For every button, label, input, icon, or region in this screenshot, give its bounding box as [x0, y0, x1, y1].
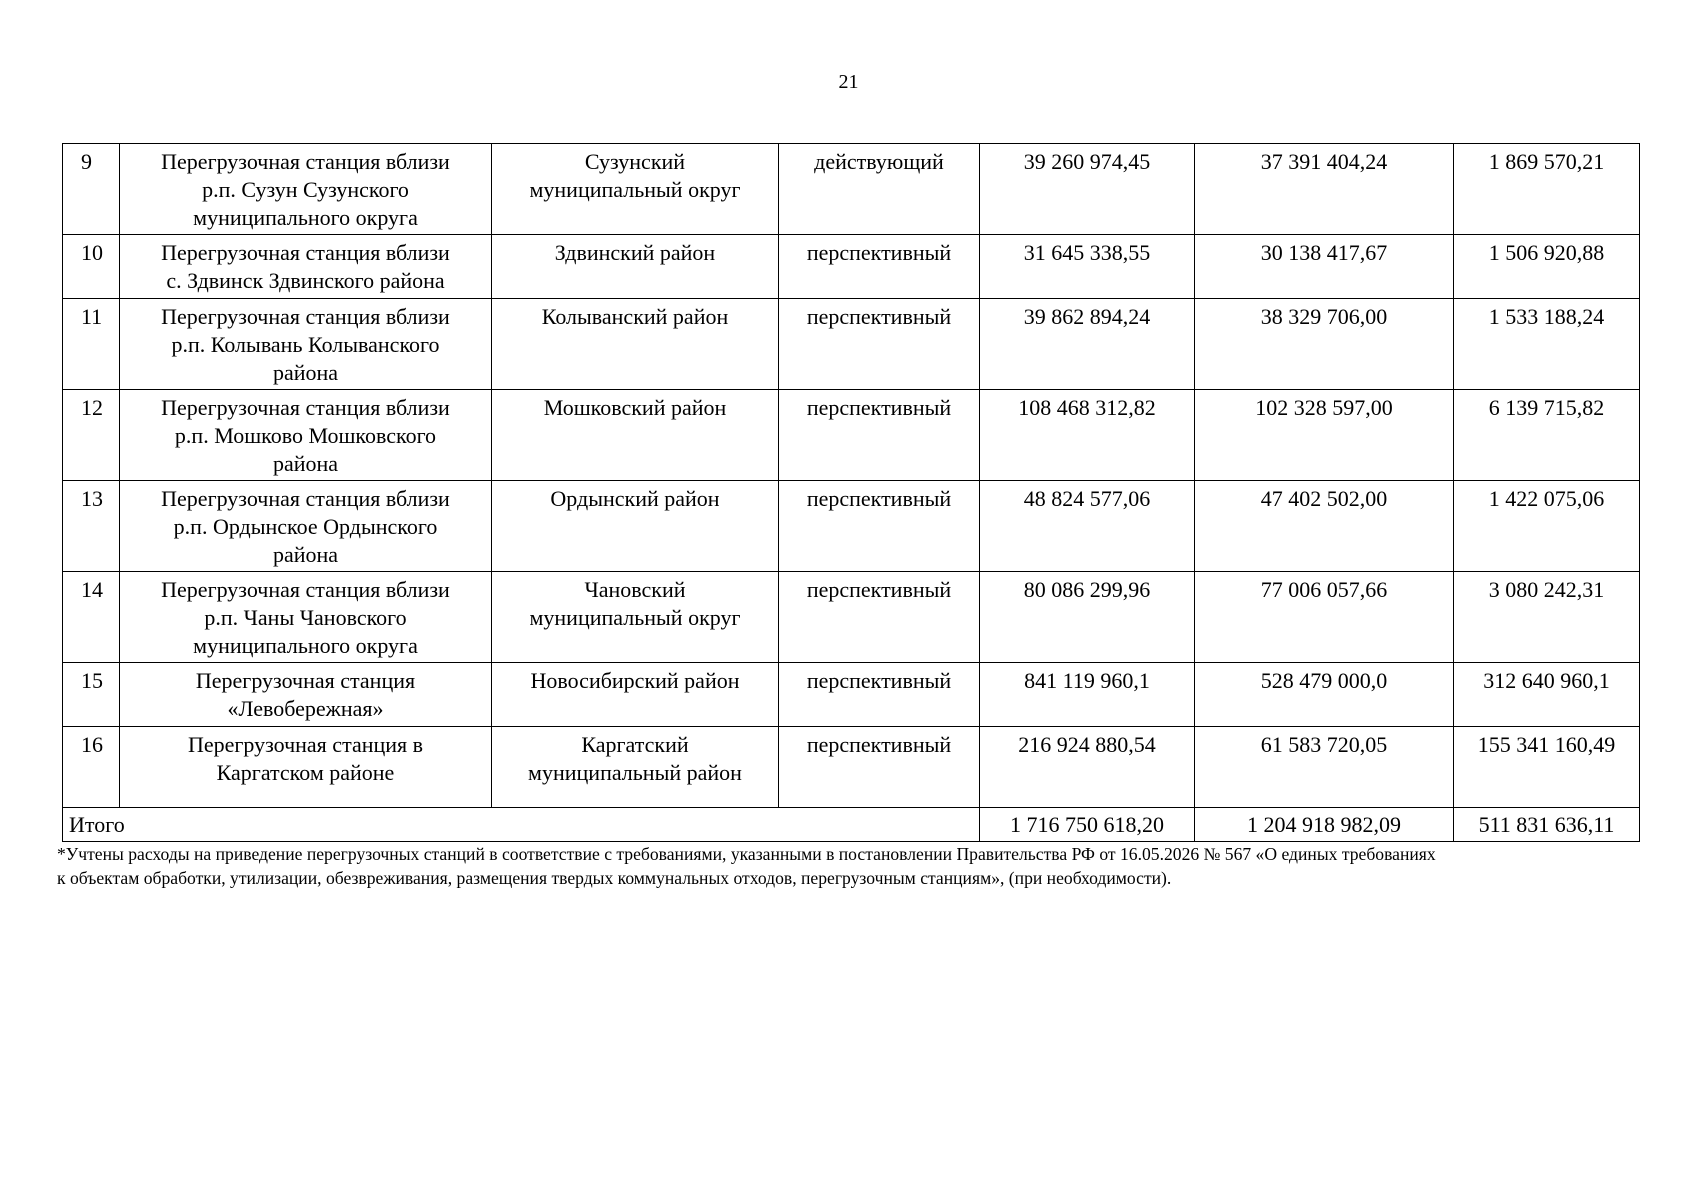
- cost-column-3: 1 422 075,06: [1454, 481, 1640, 572]
- row-number: 13: [63, 481, 120, 572]
- row-number: 9: [63, 144, 120, 235]
- total-cost: 31 645 338,55: [980, 235, 1195, 299]
- cost-column-3: 1 506 920,88: [1454, 235, 1640, 299]
- footnote-line: *Учтены расходы на приведение перегрузочных станций в соответствие с требованиями, указанными в постановлении Правительства РФ от 16.05.2026 № 567 «О единых требованиях: [57, 844, 1436, 864]
- station-status: действующий: [779, 144, 980, 235]
- station-status: перспективный: [779, 390, 980, 481]
- row-number: 16: [63, 727, 120, 808]
- station-name: Перегрузочная станция в Каргатском районе: [120, 727, 492, 808]
- station-status: перспективный: [779, 235, 980, 299]
- table-row: [63, 299, 1640, 390]
- station-name: Перегрузочная станция «Левобережная»: [120, 663, 492, 727]
- total-cost: 108 468 312,82: [980, 390, 1195, 481]
- totals-row: [63, 808, 1640, 842]
- row-number: 11: [63, 299, 120, 390]
- total-cost: 39 862 894,24: [980, 299, 1195, 390]
- district-name: Сузунский муниципальный округ: [492, 144, 779, 235]
- table-row: [63, 144, 1640, 235]
- table-row: [63, 235, 1640, 299]
- total-cost: 48 824 577,06: [980, 481, 1195, 572]
- cost-column-3: 1 533 188,24: [1454, 299, 1640, 390]
- cost-column-2: 102 328 597,00: [1195, 390, 1454, 481]
- cost-column-3: 1 869 570,21: [1454, 144, 1640, 235]
- cost-column-2: 37 391 404,24: [1195, 144, 1454, 235]
- totals-cost-column-2: 1 204 918 982,09: [1195, 808, 1454, 842]
- cost-column-2: 528 479 000,0: [1195, 663, 1454, 727]
- cost-column-3: 312 640 960,1: [1454, 663, 1640, 727]
- total-cost: 39 260 974,45: [980, 144, 1195, 235]
- cost-column-2: 61 583 720,05: [1195, 727, 1454, 808]
- cost-column-3: 3 080 242,31: [1454, 572, 1640, 663]
- cost-column-2: 38 329 706,00: [1195, 299, 1454, 390]
- table-row: [63, 727, 1640, 808]
- row-number: 15: [63, 663, 120, 727]
- district-name: Здвинский район: [492, 235, 779, 299]
- station-status: перспективный: [779, 727, 980, 808]
- cost-column-2: 30 138 417,67: [1195, 235, 1454, 299]
- table-row: [63, 390, 1640, 481]
- footnote: [57, 842, 1657, 890]
- district-name: Чановский муниципальный округ: [492, 572, 779, 663]
- station-status: перспективный: [779, 299, 980, 390]
- cost-column-3: 155 341 160,49: [1454, 727, 1640, 808]
- row-number: 14: [63, 572, 120, 663]
- totals-label: Итого: [63, 808, 980, 842]
- table-row: [63, 481, 1640, 572]
- station-status: перспективный: [779, 481, 980, 572]
- district-name: Колыванский район: [492, 299, 779, 390]
- cost-column-2: 77 006 057,66: [1195, 572, 1454, 663]
- row-number: 10: [63, 235, 120, 299]
- stations-cost-table: [62, 143, 1640, 842]
- total-cost: 841 119 960,1: [980, 663, 1195, 727]
- station-name: Перегрузочная станция вблизи р.п. Ордынское Ордынского района: [120, 481, 492, 572]
- station-name: Перегрузочная станция вблизи с. Здвинск Здвинского района: [120, 235, 492, 299]
- station-name: Перегрузочная станция вблизи р.п. Колывань Колыванского района: [120, 299, 492, 390]
- row-number: 12: [63, 390, 120, 481]
- table-row: [63, 663, 1640, 727]
- cost-column-2: 47 402 502,00: [1195, 481, 1454, 572]
- station-status: перспективный: [779, 663, 980, 727]
- district-name: Мошковский район: [492, 390, 779, 481]
- page-number: 21: [838, 71, 859, 93]
- district-name: Каргатский муниципальный район: [492, 727, 779, 808]
- station-name: Перегрузочная станция вблизи р.п. Чаны Чановского муниципального округа: [120, 572, 492, 663]
- cost-column-3: 6 139 715,82: [1454, 390, 1640, 481]
- totals-total-cost: 1 716 750 618,20: [980, 808, 1195, 842]
- district-name: Ордынский район: [492, 481, 779, 572]
- station-name: Перегрузочная станция вблизи р.п. Мошково Мошковского района: [120, 390, 492, 481]
- table-row: [63, 572, 1640, 663]
- station-name: Перегрузочная станция вблизи р.п. Сузун Сузунского муниципального округа: [120, 144, 492, 235]
- totals-cost-column-3: 511 831 636,11: [1454, 808, 1640, 842]
- total-cost: 80 086 299,96: [980, 572, 1195, 663]
- total-cost: 216 924 880,54: [980, 727, 1195, 808]
- station-status: перспективный: [779, 572, 980, 663]
- footnote-line: к объектам обработки, утилизации, обезвреживания, размещения твердых коммунальных отходов, перегрузочным станциям», (при необходимости).: [57, 868, 1172, 888]
- district-name: Новосибирский район: [492, 663, 779, 727]
